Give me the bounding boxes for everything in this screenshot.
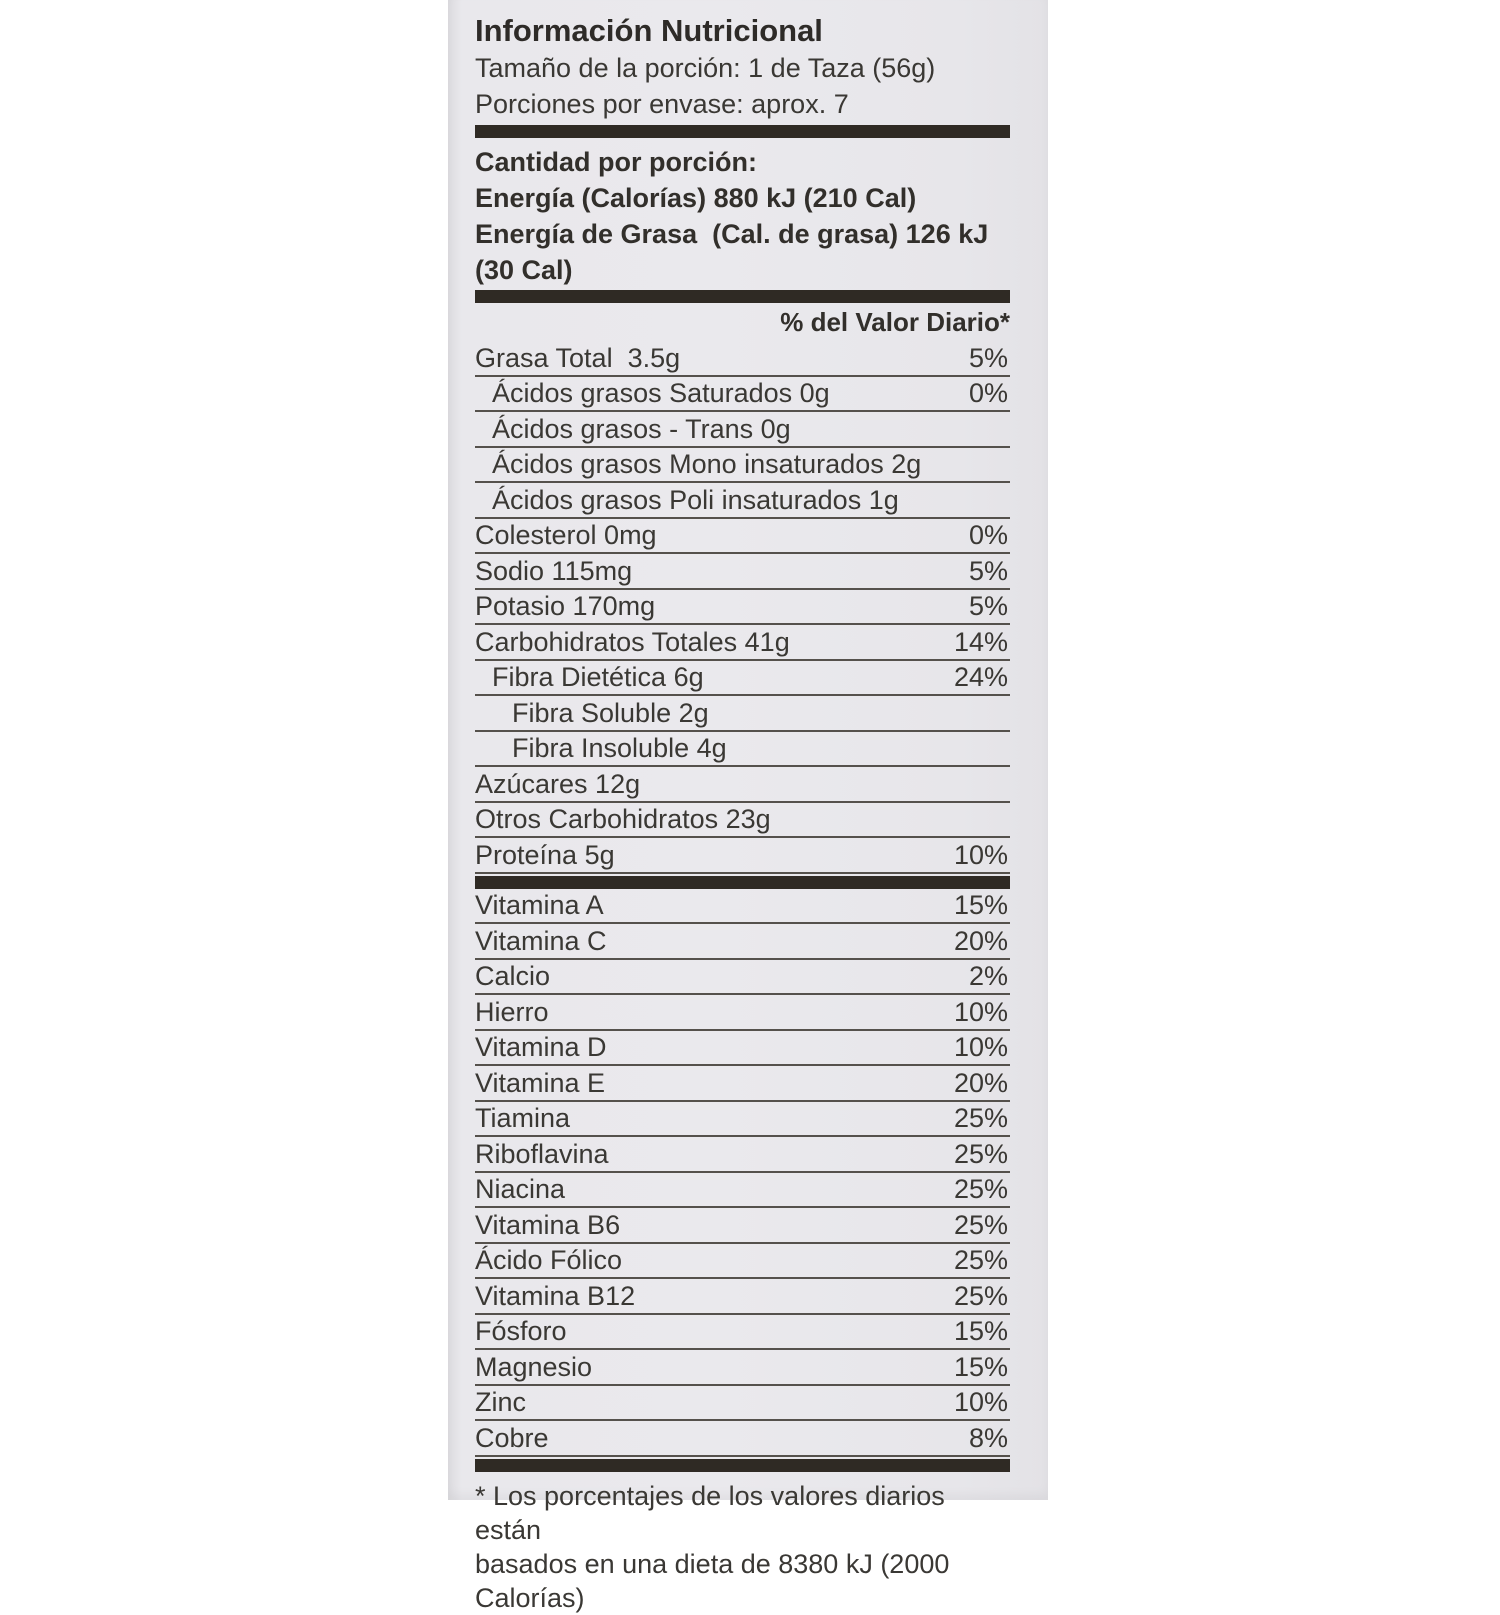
daily-value-percent: 25% (953, 1209, 1008, 1240)
serving-size: Tamaño de la porción: 1 de Taza (56g) (475, 53, 936, 83)
table-row (475, 554, 1010, 590)
table-row (475, 1421, 1010, 1457)
nutrient-name: Tiamina (475, 1103, 571, 1133)
divider-bar-bottom (475, 1459, 1010, 1472)
daily-value-percent: 20% (953, 925, 1008, 956)
daily-value-percent: 25% (953, 1245, 1008, 1275)
nutrient-name: Niacina (475, 1174, 566, 1204)
energy-calories: Energía (Calorías) 880 kJ (210 Cal) (475, 183, 917, 213)
daily-value-percent: 15% (953, 890, 1008, 920)
nutrient-name: Ácido Fólico (475, 1245, 623, 1275)
table-row (475, 1244, 1010, 1280)
nutrient-name: Ácidos grasos Poli insaturados 1g (492, 484, 899, 515)
table-row (475, 377, 1010, 413)
vitamin-table (475, 889, 1010, 1457)
daily-value-percent: 24% (953, 662, 1008, 692)
table-row (475, 1386, 1010, 1422)
daily-value-percent: 10% (953, 839, 1008, 870)
table-row (475, 732, 1010, 768)
footnote-line-2: basados en una dieta de 8380 kJ (2000 Calorías) (475, 1548, 950, 1613)
table-row (475, 590, 1010, 626)
daily-value-percent: 14% (953, 626, 1008, 657)
nutrient-name: Zinc (475, 1387, 527, 1417)
nutrient-name: Fibra Dietética 6g (492, 662, 704, 692)
nutrient-name: Cobre (475, 1422, 549, 1453)
table-row (475, 1102, 1010, 1138)
table-row (475, 995, 1010, 1031)
table-row (475, 1137, 1010, 1173)
table-row (475, 960, 1010, 996)
nutrient-name: Vitamina B6 (475, 1209, 621, 1240)
table-row (475, 838, 1010, 874)
table-row (475, 1279, 1010, 1315)
nutrient-name: Potasio 170mg (475, 591, 656, 621)
nutrient-table (475, 341, 1010, 874)
nutrient-name: Hierro (475, 996, 549, 1027)
table-row (475, 1350, 1010, 1386)
table-row (475, 448, 1010, 484)
daily-value-percent: 10% (953, 1387, 1008, 1417)
nutrient-name: Sodio 115mg (475, 555, 633, 586)
nutrient-name: Vitamina A (475, 890, 604, 920)
amount-per-serving: Cantidad por porción: (475, 147, 757, 177)
table-row (475, 767, 1010, 803)
table-row (475, 519, 1010, 555)
daily-value-percent: 5% (968, 342, 1008, 373)
nutrient-name: Vitamina C (475, 925, 607, 956)
daily-value-percent: 20% (953, 1067, 1008, 1098)
energy-from-fat: Energía de Grasa (Cal. de grasa) 126 kJ (30 Cal) (475, 219, 989, 285)
nutrient-name: Carbohidratos Totales 41g (475, 626, 790, 657)
footnote (475, 1479, 1010, 1615)
servings-per-container: Porciones por envase: aprox. 7 (475, 89, 849, 119)
table-row (475, 1208, 1010, 1244)
table-row (475, 1173, 1010, 1209)
footnote-line-1: * Los porcentajes de los valores diarios están (475, 1480, 945, 1545)
nutrient-name: Fósforo (475, 1316, 567, 1346)
nutrient-name: Otros Carbohidratos 23g (475, 804, 771, 834)
divider-bar-protein (475, 876, 1010, 889)
nutrient-name: Grasa Total 3.5g (475, 342, 681, 373)
nutrient-name: Proteína 5g (475, 839, 615, 870)
daily-value-percent: 25% (953, 1280, 1008, 1311)
daily-value-percent: 2% (968, 961, 1008, 991)
nutrient-name: Riboflavina (475, 1138, 609, 1169)
nutrient-name: Ácidos grasos Mono insaturados 2g (492, 449, 922, 479)
daily-value-percent: 25% (953, 1138, 1008, 1169)
daily-value-percent: 10% (953, 996, 1008, 1027)
nutrient-name: Fibra Insoluble 4g (512, 733, 727, 763)
divider-bar-energy (475, 290, 1010, 303)
table-row (475, 625, 1010, 661)
daily-value-percent: 10% (953, 1032, 1008, 1062)
table-row (475, 696, 1010, 732)
daily-value-percent: 5% (968, 555, 1008, 586)
table-row (475, 483, 1010, 519)
daily-value-percent: 15% (953, 1316, 1008, 1346)
daily-value-percent: 25% (953, 1103, 1008, 1133)
table-row (475, 661, 1010, 697)
nutrient-name: Magnesio (475, 1351, 593, 1382)
daily-value-header: % del Valor Diario* (780, 307, 1010, 337)
nutrient-name: Azúcares 12g (475, 768, 641, 799)
daily-value-percent: 0% (968, 520, 1008, 550)
nutrient-name: Vitamina B12 (475, 1280, 636, 1311)
table-row (475, 889, 1010, 925)
table-row (475, 803, 1010, 839)
table-row (475, 341, 1010, 377)
nutrient-name: Colesterol 0mg (475, 520, 657, 550)
daily-value-percent: 0% (968, 378, 1008, 408)
table-row (475, 1031, 1010, 1067)
daily-value-percent: 5% (968, 591, 1008, 621)
nutrition-label (475, 0, 1010, 1615)
divider-bar-top (475, 125, 1010, 138)
table-row (475, 412, 1010, 448)
table-row (475, 1315, 1010, 1351)
table-row (475, 1066, 1010, 1102)
nutrient-name: Vitamina E (475, 1067, 606, 1098)
nutrient-name: Ácidos grasos - Trans 0g (492, 413, 791, 444)
daily-value-percent: 8% (968, 1422, 1008, 1453)
nutrition-panel (448, 0, 1048, 1613)
nutrient-name: Ácidos grasos Saturados 0g (492, 378, 830, 408)
nutrient-name: Fibra Soluble 2g (512, 697, 709, 728)
table-row (475, 924, 1010, 960)
daily-value-percent: 25% (953, 1174, 1008, 1204)
daily-value-percent: 15% (953, 1351, 1008, 1382)
label-title: Información Nutricional (475, 13, 823, 48)
nutrient-name: Vitamina D (475, 1032, 607, 1062)
nutrient-name: Calcio (475, 961, 551, 991)
